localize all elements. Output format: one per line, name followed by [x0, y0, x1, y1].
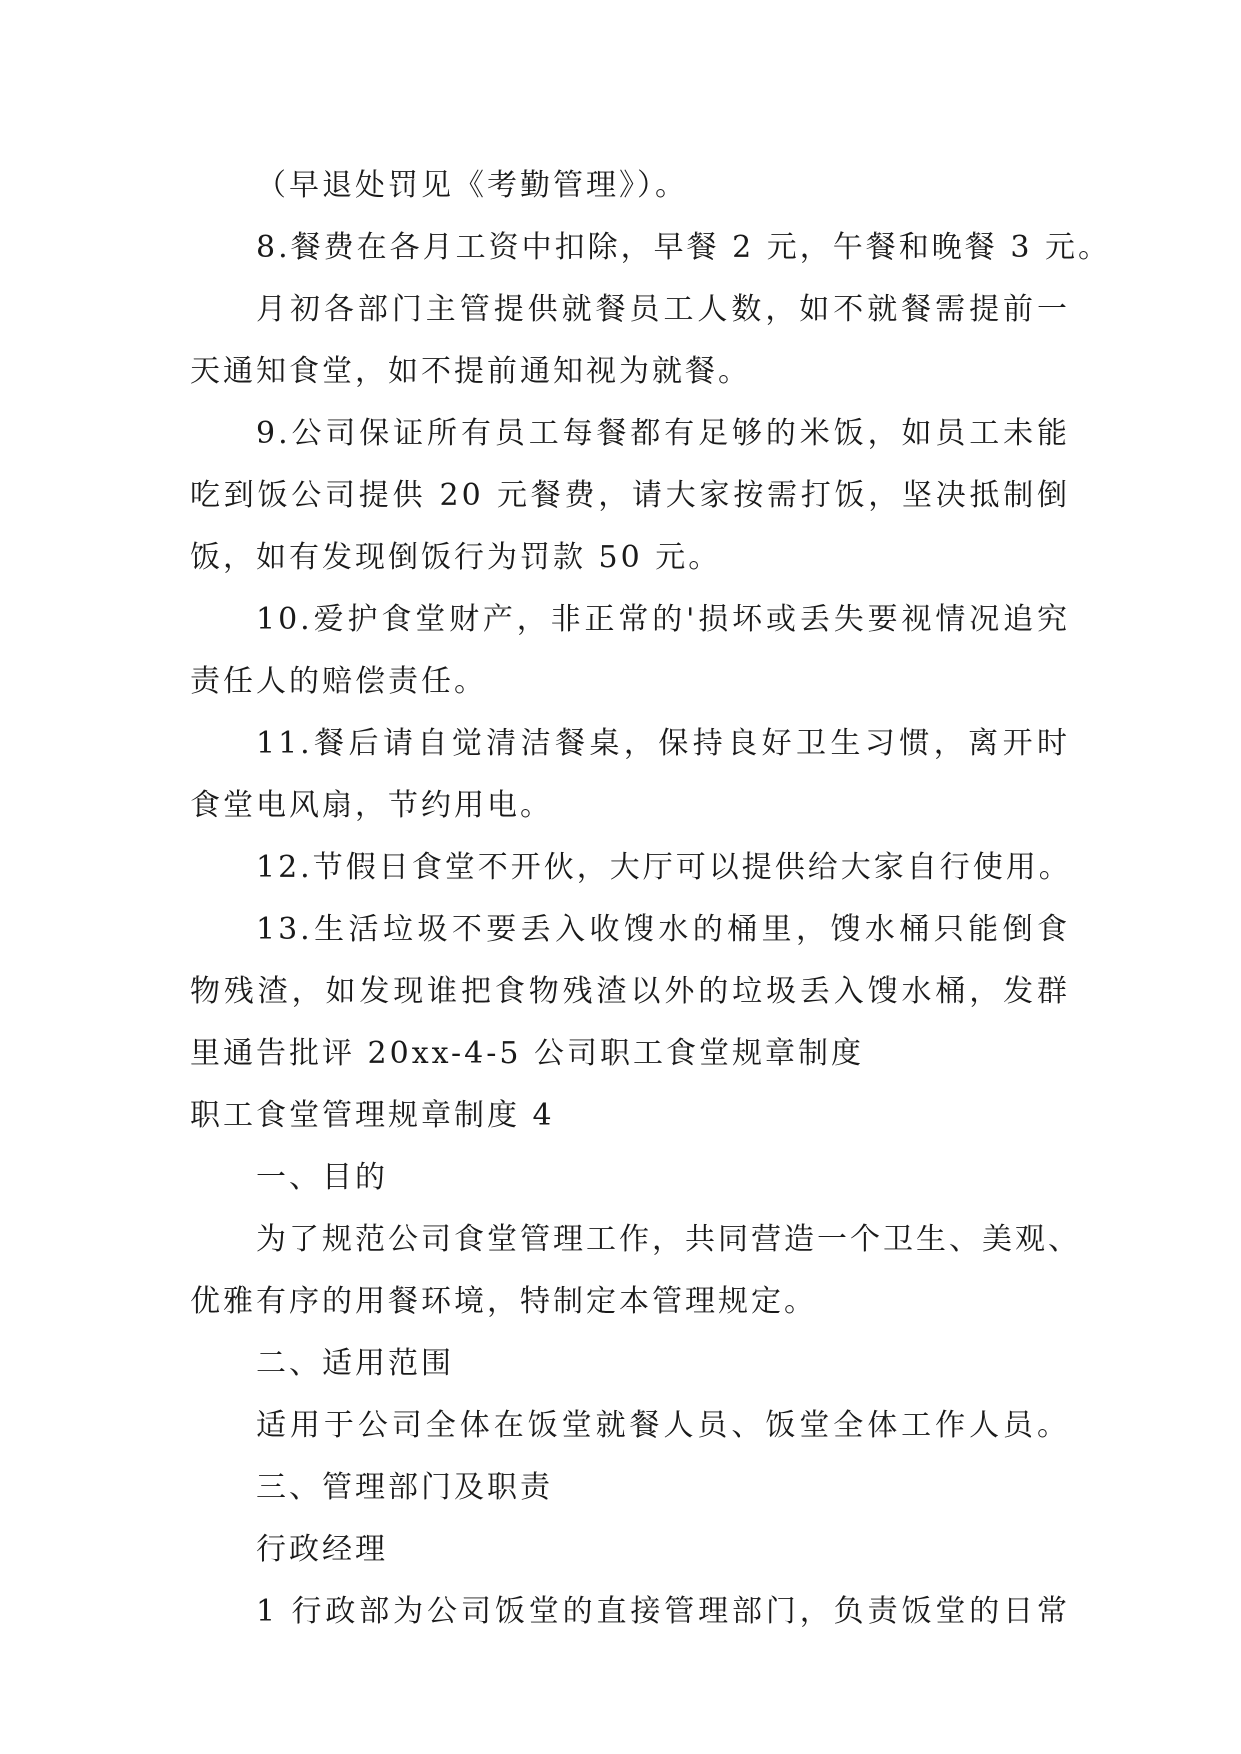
text-line-item-8: 8.餐费在各月工资中扣除，早餐 2 元，午餐和晚餐 3 元。	[256, 230, 1111, 265]
text-line-item-9-cont-2: 饭，如有发现倒饭行为罚款 50 元。	[190, 540, 722, 575]
heading-purpose: 一、目的	[256, 1160, 388, 1195]
heading-departments: 三、管理部门及职责	[256, 1470, 553, 1505]
text-line-item-13-cont-2: 里通告批评 20xx-4-5 公司职工食堂规章制度	[190, 1036, 865, 1071]
text-line-early-leave-note: （早退处罚见《考勤管理》）。	[256, 168, 688, 203]
heading-scope: 二、适用范围	[256, 1346, 454, 1381]
text-line-item-10: 10.爱护食堂财产，非正常的'损坏或丢失要视情况追究	[256, 602, 1070, 637]
text-line-admin-manager: 行政经理	[256, 1532, 388, 1567]
text-line-item-11-cont: 食堂电风扇，节约用电。	[190, 788, 553, 823]
text-line-purpose-cont: 优雅有序的用餐环境，特制定本管理规定。	[190, 1284, 817, 1319]
text-line-admin-dept: 1 行政部为公司饭堂的直接管理部门，负责饭堂的日常	[256, 1594, 1070, 1629]
text-line-item-11: 11.餐后请自觉清洁餐桌，保持良好卫生习惯，离开时	[256, 726, 1070, 761]
text-line-item-13-cont-1: 物残渣，如发现谁把食物残渣以外的垃圾丢入馊水桶，发群	[190, 974, 1070, 1009]
text-line-monthly-headcount: 月初各部门主管提供就餐员工人数，如不就餐需提前一	[256, 292, 1070, 327]
text-line-item-10-cont: 责任人的赔偿责任。	[190, 664, 487, 699]
text-line-purpose: 为了规范公司食堂管理工作，共同营造一个卫生、美观、	[256, 1222, 1081, 1257]
text-line-notify-canteen: 天通知食堂，如不提前通知视为就餐。	[190, 354, 751, 389]
section-title: 职工食堂管理规章制度 4	[190, 1098, 555, 1133]
text-line-item-12: 12.节假日食堂不开伙，大厅可以提供给大家自行使用。	[256, 850, 1072, 885]
text-line-scope: 适用于公司全体在饭堂就餐人员、饭堂全体工作人员。	[256, 1408, 1070, 1443]
text-line-item-9-cont-1: 吃到饭公司提供 20 元餐费，请大家按需打饭，坚决抵制倒	[190, 478, 1070, 513]
text-line-item-13: 13.生活垃圾不要丢入收馊水的桶里，馊水桶只能倒食	[256, 912, 1070, 947]
text-line-item-9: 9.公司保证所有员工每餐都有足够的米饭，如员工未能	[256, 416, 1070, 451]
